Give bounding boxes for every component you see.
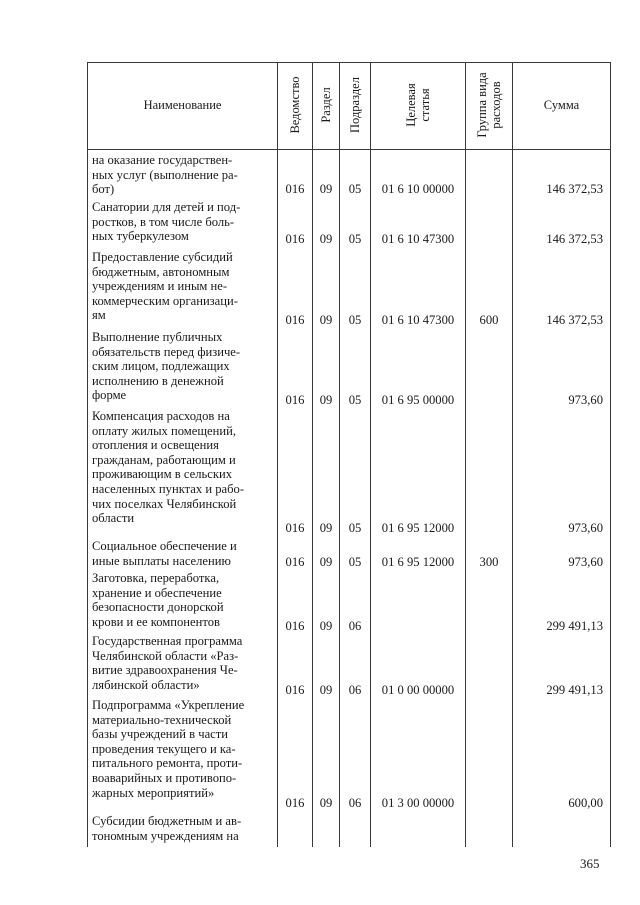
cell-gruppa: 600 <box>479 313 499 327</box>
cell-celevaya-statya: 01 3 00 00000 <box>381 796 455 810</box>
cell-summa: 299 491,13 <box>546 683 603 697</box>
header-razdel: Раздел <box>319 87 333 123</box>
cell-summa: 973,60 <box>568 521 603 535</box>
row-name: Санатории для детей и под- ростков, в том числе боль- ных туберкулезом <box>92 200 241 244</box>
cell-summa: 146 372,53 <box>546 313 603 327</box>
column-divider <box>610 62 611 847</box>
cell-summa: 146 372,53 <box>546 182 603 196</box>
column-divider <box>370 62 371 847</box>
row-name: Предоставление субсидий бюджетным, автономным учреждениям и иным не- коммерческим организаци- ям <box>92 250 238 323</box>
cell-razdel: 09 <box>319 232 333 246</box>
cell-podrazdel: 05 <box>348 555 362 569</box>
cell-summa: 973,60 <box>568 555 603 569</box>
cell-podrazdel: 05 <box>348 232 362 246</box>
column-divider <box>87 62 88 847</box>
cell-vedomstvo: 016 <box>285 182 305 196</box>
cell-summa: 973,60 <box>568 393 603 407</box>
column-divider <box>312 62 313 847</box>
cell-razdel: 09 <box>319 796 333 810</box>
header-podrazdel: Подраздел <box>348 77 362 133</box>
cell-podrazdel: 06 <box>348 619 362 633</box>
column-divider <box>465 62 466 847</box>
header-name: Наименование <box>143 98 222 112</box>
cell-podrazdel: 05 <box>348 393 362 407</box>
header-bottom-border <box>87 149 611 150</box>
cell-vedomstvo: 016 <box>285 796 305 810</box>
row-name: на оказание государствен- ных услуг (выполнение ра- бот) <box>92 153 238 197</box>
cell-podrazdel: 06 <box>348 683 362 697</box>
row-name: Выполнение публичных обязательств перед физиче- ским лицом, подлежащих исполнению в денежной форме <box>92 330 241 403</box>
column-divider <box>339 62 340 847</box>
header-summa: Сумма <box>543 98 580 112</box>
row-name: Подпрограмма «Укрепление материально-технической базы учреждений в части проведения текущего и ка- питального ремонта, проти- воаварийных и противопо- жарных мероприятий» <box>92 698 245 800</box>
row-name: Субсидии бюджетным и ав- тономным учреждениям на <box>92 814 242 843</box>
header-vedomstvo: Ведомство <box>288 76 302 134</box>
cell-vedomstvo: 016 <box>285 521 305 535</box>
row-name: Социальное обеспечение и иные выплаты населению <box>92 539 237 568</box>
cell-vedomstvo: 016 <box>285 683 305 697</box>
cell-vedomstvo: 016 <box>285 619 305 633</box>
table-top-border <box>87 62 611 63</box>
cell-razdel: 09 <box>319 555 333 569</box>
cell-razdel: 09 <box>319 182 333 196</box>
header-celevaya-statya: Целевая статья <box>404 83 432 127</box>
cell-vedomstvo: 016 <box>285 313 305 327</box>
cell-celevaya-statya: 01 6 10 00000 <box>381 182 455 196</box>
header-gruppa-vida-raskhodov: Группа вида расходов <box>475 72 503 138</box>
column-divider <box>277 62 278 847</box>
cell-podrazdel: 05 <box>348 182 362 196</box>
cell-razdel: 09 <box>319 683 333 697</box>
column-divider <box>512 62 513 847</box>
page-number: 365 <box>580 856 600 871</box>
row-name: Заготовка, переработка, хранение и обеспечение безопасности донорской крови и ее компонентов <box>92 571 224 629</box>
cell-podrazdel: 06 <box>348 796 362 810</box>
cell-gruppa: 300 <box>479 555 499 569</box>
row-name: Государственная программа Челябинской области «Раз- витие здравоохранения Че- лябинской области» <box>92 634 243 692</box>
cell-celevaya-statya: 01 0 00 00000 <box>381 683 455 697</box>
cell-razdel: 09 <box>319 521 333 535</box>
cell-vedomstvo: 016 <box>285 232 305 246</box>
cell-summa: 146 372,53 <box>546 232 603 246</box>
cell-razdel: 09 <box>319 313 333 327</box>
cell-celevaya-statya: 01 6 95 00000 <box>381 393 455 407</box>
cell-razdel: 09 <box>319 619 333 633</box>
cell-podrazdel: 05 <box>348 521 362 535</box>
cell-celevaya-statya: 01 6 95 12000 <box>381 521 455 535</box>
cell-celevaya-statya: 01 6 95 12000 <box>381 555 455 569</box>
row-name: Компенсация расходов на оплату жилых помещений, отопления и освещения гражданам, работающим и проживающим в сельских населенных пунктах и рабо- чих поселках Челябинской области <box>92 409 245 526</box>
cell-summa: 600,00 <box>568 796 603 810</box>
cell-vedomstvo: 016 <box>285 393 305 407</box>
cell-vedomstvo: 016 <box>285 555 305 569</box>
cell-podrazdel: 05 <box>348 313 362 327</box>
cell-summa: 299 491,13 <box>546 619 603 633</box>
cell-celevaya-statya: 01 6 10 47300 <box>381 313 455 327</box>
cell-razdel: 09 <box>319 393 333 407</box>
cell-celevaya-statya: 01 6 10 47300 <box>381 232 455 246</box>
